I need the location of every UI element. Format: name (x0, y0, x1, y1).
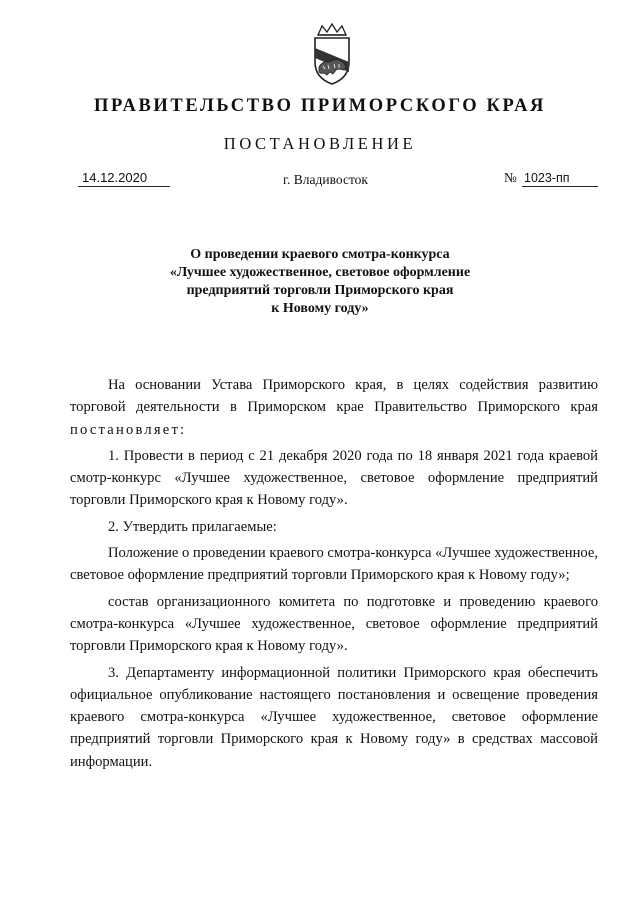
subject-line: к Новому году» (271, 301, 369, 316)
document-body (70, 374, 598, 777)
preamble-paragraph (70, 374, 598, 441)
document-number (504, 170, 600, 187)
coat-of-arms-icon (303, 22, 361, 86)
document-city: г. Владивосток (283, 172, 368, 187)
clause-1: 1. Провести в период с 21 декабря 2020 года по 18 января 2021 года краевой смотр-конкурс «Лучшее художественное, световое оформление предприятий торговли Приморского края к Новому году». (70, 447, 598, 509)
clause-2-item-regulation: Положение о проведении краевого смотра-конкурса «Лучшее художественное, световое оформление предприятий торговли Приморского края к Новому году»; (70, 545, 598, 584)
government-title: ПРАВИТЕЛЬСТВО ПРИМОРСКОГО КРАЯ (93, 96, 546, 116)
clause-3: 3. Департаменту информационной политики Приморского края обеспечить официальное опубликование настоящего постановления и освещение проведения краевого смотра-конкурса «Лучшее художественное, световое оформление предприятий торговли Приморского края к Новому году» в средствах массовой информации. (70, 664, 598, 770)
clause-2: 2. Утвердить прилагаемые: (108, 518, 277, 535)
document-date: 14.12.2020 (78, 170, 170, 187)
clause-2-item-committee: состав организационного комитета по подготовке и проведению краевого смотра-конкурса «Лучшее художественное, световое оформление предприятий торговли Приморского края к Новому году». (70, 593, 598, 655)
document-type: ПОСТАНОВЛЕНИЕ (223, 134, 417, 153)
subject-line: предприятий торговли Приморского края (186, 283, 454, 298)
subject-line: «Лучшее художественное, световое оформление (169, 265, 471, 280)
number-value: 1023-пп (522, 170, 598, 187)
resolves-word: постановляет: (70, 421, 187, 438)
preamble-text: На основании Устава Приморского края, в целях содействия развитию торговой деятельности в Приморском крае Правительство Приморского края (70, 377, 598, 416)
number-sign: № (504, 170, 517, 185)
subject-line: О проведении краевого смотра-конкурса (190, 247, 450, 262)
document-subject (100, 246, 540, 318)
